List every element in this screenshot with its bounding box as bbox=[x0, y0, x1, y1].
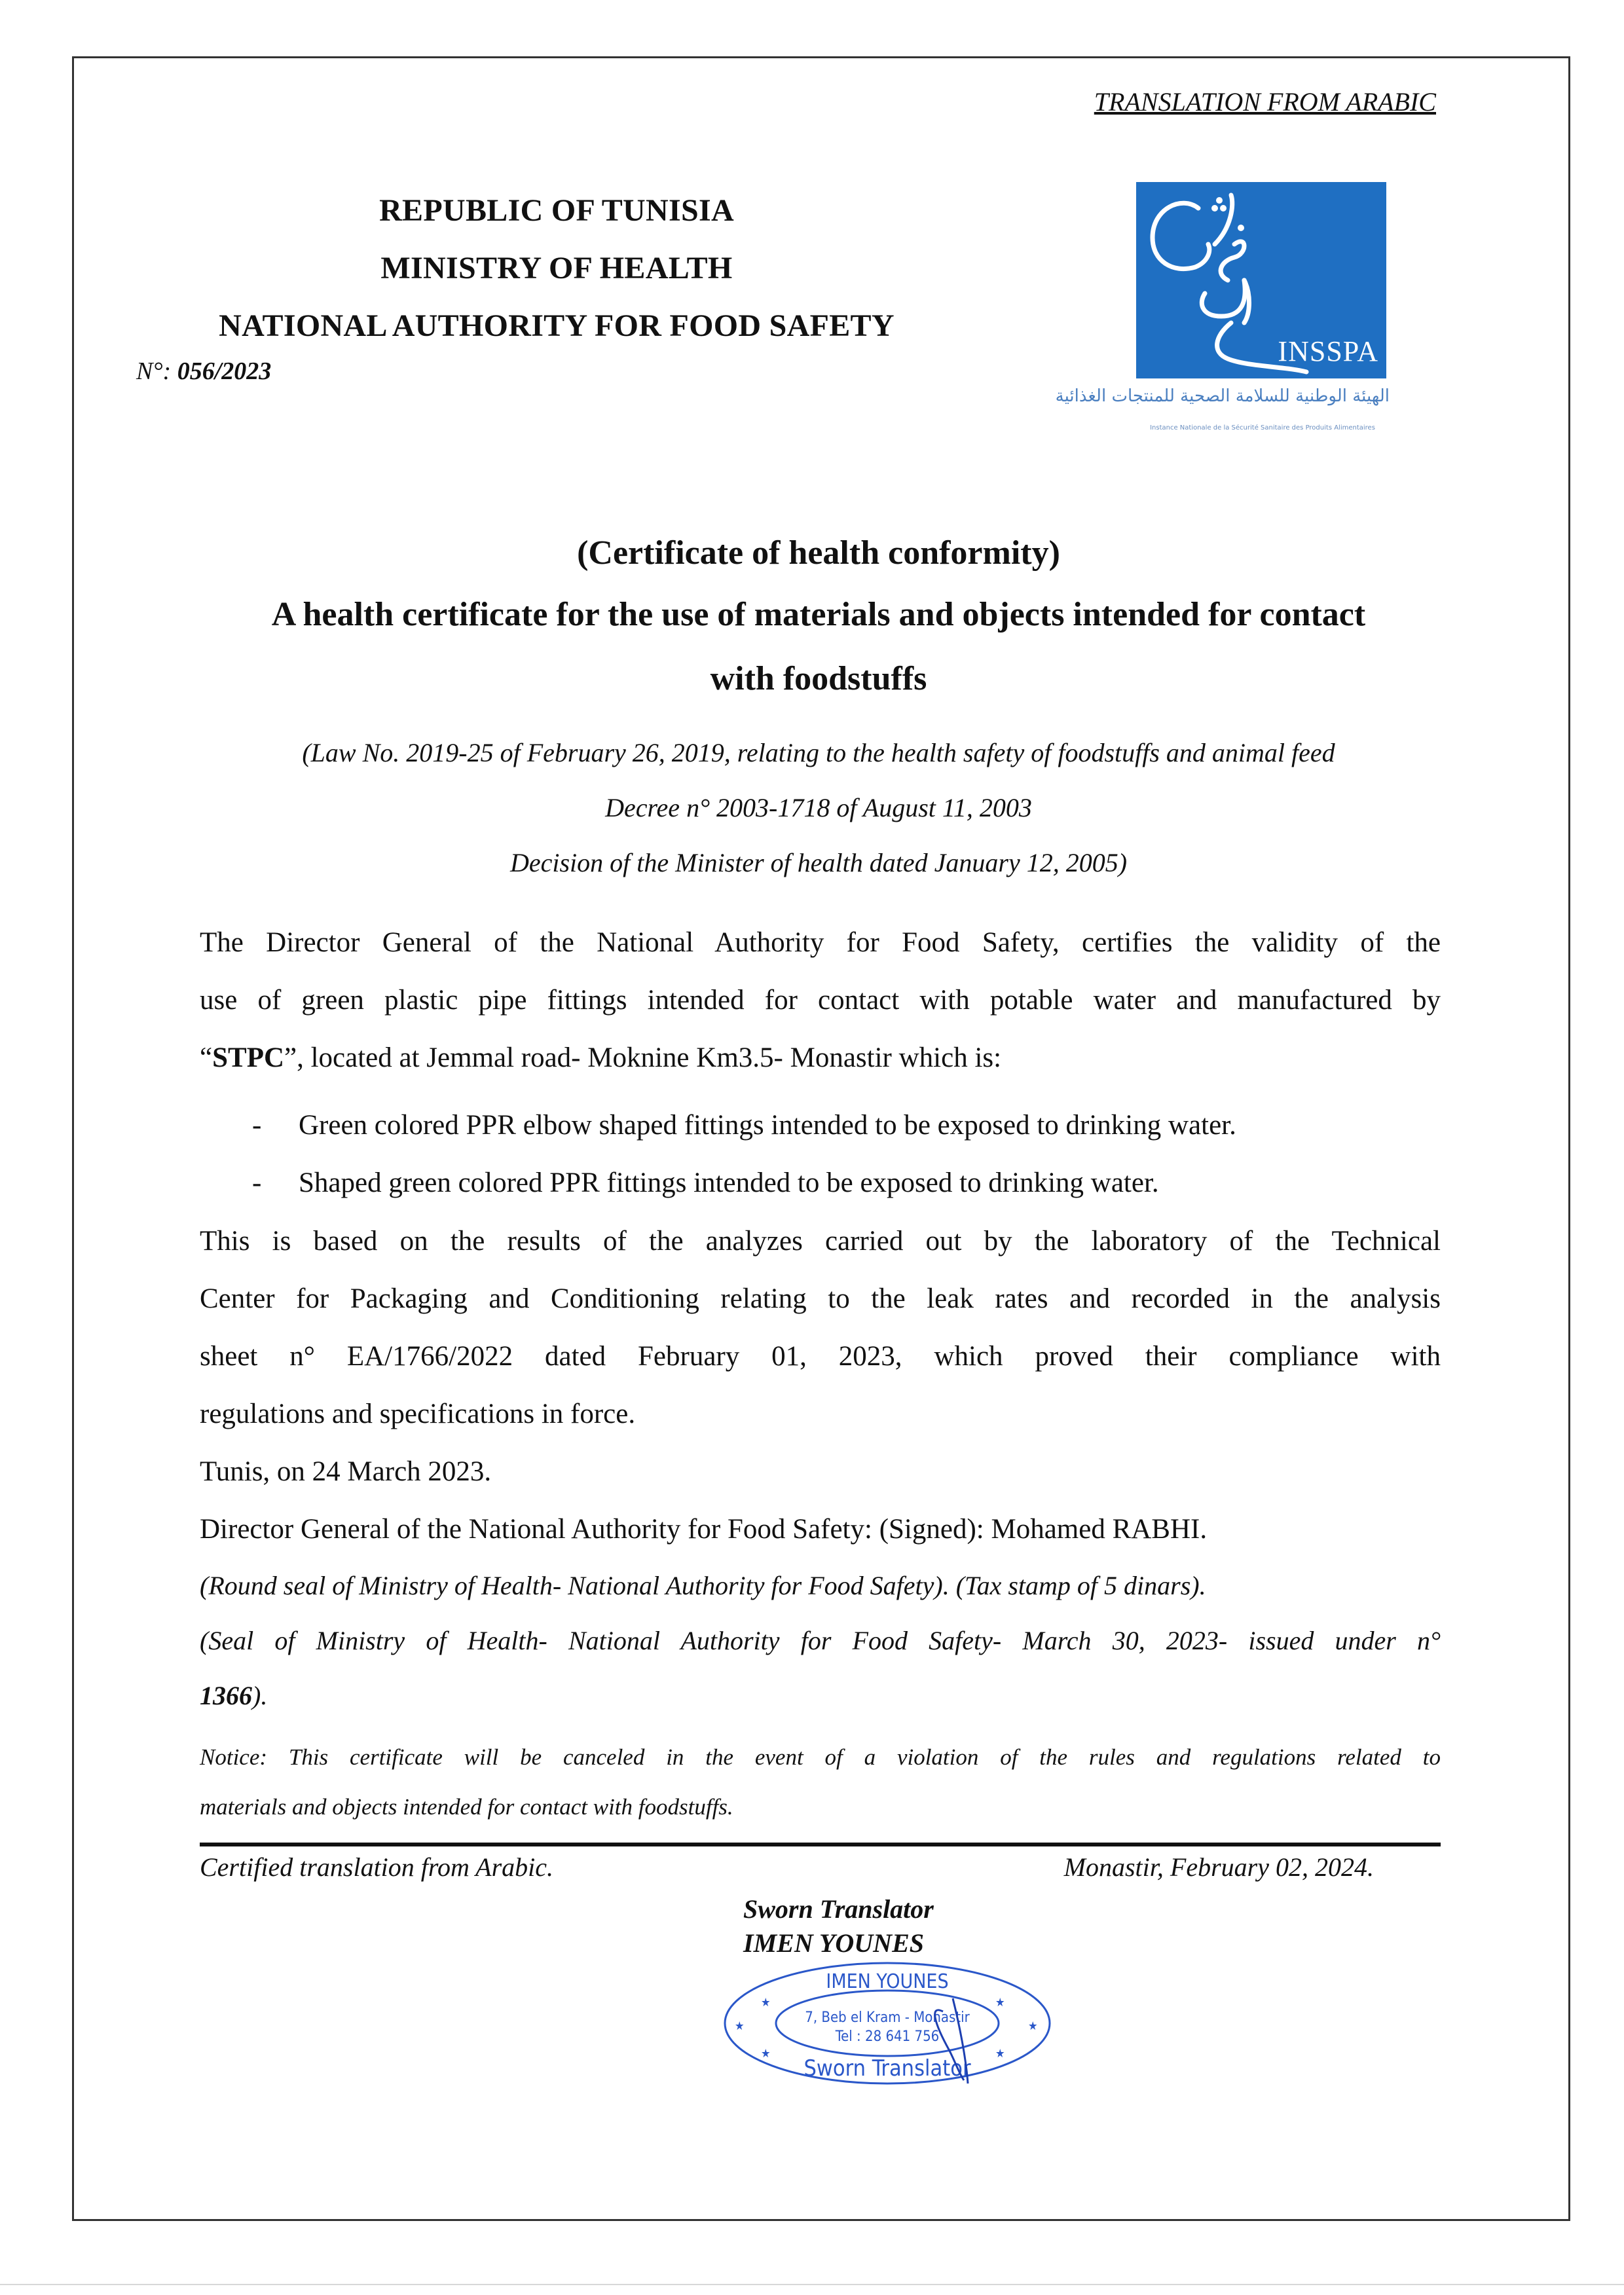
basis-line-2: Center for Packaging and Conditioning relating to the leak rates and recorded in the analysis bbox=[200, 1283, 1441, 1314]
svg-text:7, Beb el Kram - Monastir: 7, Beb el Kram - Monastir bbox=[805, 2010, 970, 2026]
insspa-logo bbox=[1136, 182, 1386, 378]
list-item: Green colored PPR elbow shaped fittings intended to be exposed to drinking water. bbox=[299, 1110, 1236, 1141]
notice-line-1: Notice: This certificate will be canceled in the event of a violation of the rules and regulations related to bbox=[200, 1744, 1441, 1770]
svg-text:★: ★ bbox=[761, 2047, 771, 2061]
certificate-title bbox=[164, 524, 1473, 711]
intro-paragraph bbox=[200, 914, 1441, 1087]
logo-acronym: INSSPA bbox=[1278, 335, 1378, 367]
svg-text:IMEN YOUNES: IMEN YOUNES bbox=[826, 1970, 949, 1993]
notice-line-2: materials and objects intended for contact with foodstuffs. bbox=[200, 1794, 733, 1820]
authority-line-ministry: MINISTRY OF HEALTH bbox=[380, 251, 733, 285]
basis-line-3: sheet n° EA/1766/2022 dated February 01, 2023, which proved their compliance with bbox=[200, 1341, 1441, 1372]
company-name: STPC bbox=[212, 1042, 285, 1073]
cancellation-notice bbox=[200, 1733, 1441, 1832]
footer-divider bbox=[200, 1843, 1441, 1846]
list-item: Shaped green colored PPR fittings intended to be exposed to drinking water. bbox=[299, 1167, 1159, 1198]
svg-text:★: ★ bbox=[761, 1996, 771, 2010]
translation-place-date: Monastir, February 02, 2024. bbox=[1063, 1852, 1374, 1882]
basis-line-4: regulations and specifications in force. bbox=[200, 1399, 636, 1429]
title-sub-line-2: with foodstuffs bbox=[710, 660, 927, 697]
authority-line-agency: NATIONAL AUTHORITY FOR FOOD SAFETY bbox=[219, 308, 895, 343]
reference-number bbox=[136, 357, 271, 386]
intro-line-2: use of green plastic pipe fittings intended for contact with potable water and manufactured by bbox=[200, 985, 1441, 1016]
intro-line-3: “STPC”, located at Jemmal road- Moknine Km3.5- Monastir which is: bbox=[200, 1042, 1002, 1073]
legal-ref-decree: Decree n° 2003-1718 of August 11, 2003 bbox=[605, 793, 1032, 822]
issuing-authority bbox=[164, 182, 950, 355]
scan-edge-line bbox=[0, 2284, 1624, 2285]
reference-label: N°: bbox=[136, 358, 177, 385]
svg-text:Sworn Translator: Sworn Translator bbox=[803, 2055, 971, 2082]
stamp-seal-icon bbox=[720, 1959, 1054, 2087]
legal-references bbox=[164, 725, 1473, 890]
seal-note-number: 1366). bbox=[200, 1681, 268, 1710]
translator-stamp bbox=[720, 1959, 1054, 2087]
legal-ref-law: (Law No. 2019-25 of February 26, 2019, relating to the health safety of foodstuffs and animal feed bbox=[302, 738, 1335, 767]
authority-line-country: REPUBLIC OF TUNISIA bbox=[379, 193, 734, 228]
issue-place-date: Tunis, on 24 March 2023. bbox=[200, 1456, 492, 1487]
logo-french-name: Instance Nationale de la Sécurité Sanitaire des Produits Alimentaires bbox=[1150, 424, 1375, 431]
legal-ref-decision: Decision of the Minister of health dated January 12, 2005) bbox=[509, 848, 1128, 877]
translator-block bbox=[743, 1892, 934, 1960]
bullet-dash: - bbox=[252, 1167, 262, 1198]
seal-note-issued: (Seal of Ministry of Health- National Authority for Food Safety- March 30, 2023- issued under n° bbox=[200, 1626, 1441, 1655]
translator-role: Sworn Translator bbox=[743, 1894, 934, 1924]
svg-text:Tel : 28 641 756: Tel : 28 641 756 bbox=[835, 2029, 940, 2045]
translator-name: IMEN YOUNES bbox=[743, 1928, 924, 1958]
logo-arabic-name: الهيئة الوطنية للسلامة الصحية للمنتجات الغذائية bbox=[1055, 386, 1390, 406]
basis-paragraph bbox=[200, 1213, 1441, 1558]
reference-value: 056/2023 bbox=[177, 358, 272, 385]
basis-line-1: This is based on the results of the analyzes carried out by the laboratory of the Technical bbox=[200, 1226, 1441, 1257]
title-main: (Certificate of health conformity) bbox=[577, 534, 1060, 572]
bullet-dash: - bbox=[252, 1110, 262, 1141]
svg-text:★: ★ bbox=[1028, 2019, 1038, 2033]
seal-note-round: (Round seal of Ministry of Health- National Authority for Food Safety). (Tax stamp of 5 dinars). bbox=[200, 1571, 1206, 1600]
certified-translation-note: Certified translation from Arabic. bbox=[200, 1852, 554, 1882]
title-sub-line-1: A health certificate for the use of materials and objects intended for contact bbox=[271, 596, 1366, 633]
svg-text:★: ★ bbox=[735, 2019, 745, 2033]
svg-text:★: ★ bbox=[995, 2047, 1005, 2061]
signatory-line: Director General of the National Authority for Food Safety: (Signed): Mohamed RABHI. bbox=[200, 1514, 1208, 1545]
translation-tag: TRANSLATION FROM ARABIC bbox=[1094, 87, 1436, 117]
intro-line-1: The Director General of the National Authority for Food Safety, certifies the validity of the bbox=[200, 927, 1441, 958]
svg-text:★: ★ bbox=[995, 1996, 1005, 2010]
